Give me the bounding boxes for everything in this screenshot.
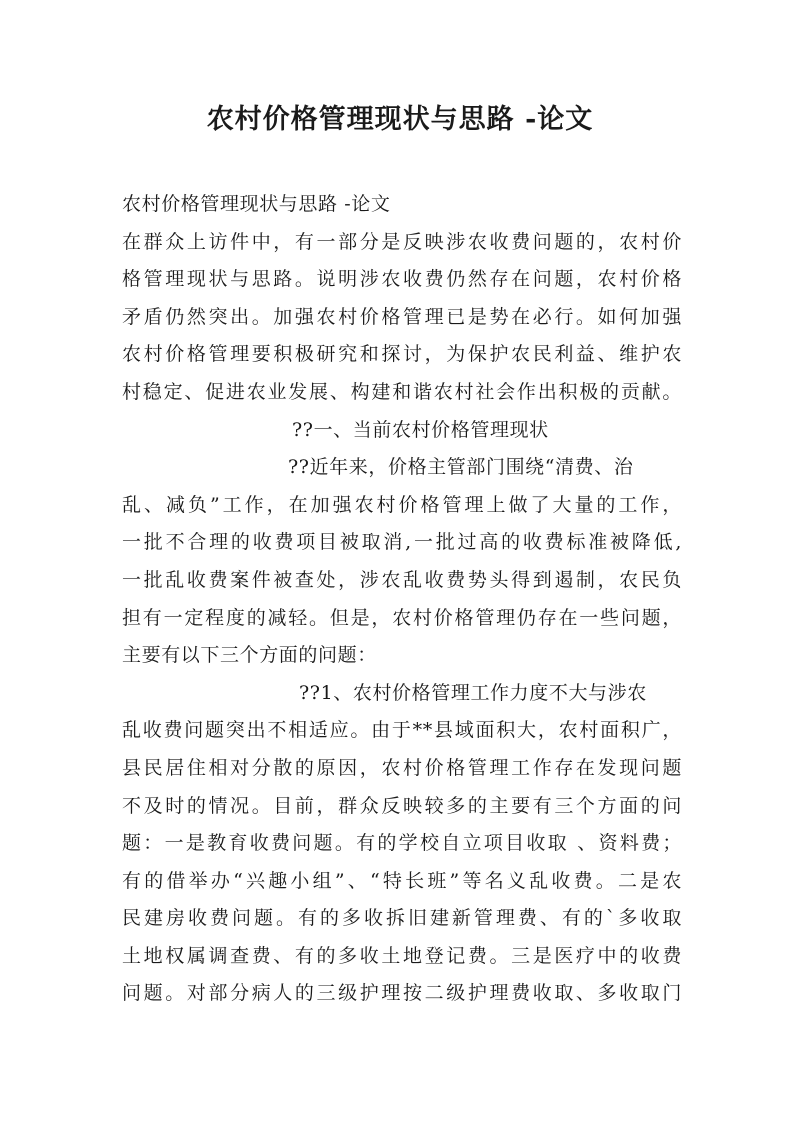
document-title: 农村价格管理现状与思路 -论文 bbox=[206, 104, 594, 135]
text-line: 乱收费问题突出不相适应。由于**县域面积大，农村面积广， bbox=[122, 719, 682, 742]
text-line: 一批不合理的收费项目被取消,一批过高的收费标准被降低, bbox=[122, 531, 682, 554]
text-line: 主要有以下三个方面的问题： bbox=[122, 644, 377, 667]
text-line: 题：一是教育收费问题。有的学校自立项目收取 、资料费； bbox=[122, 832, 682, 855]
text-line: 在群众上访件中，有一部分是反映涉农收费问题的，农村价 bbox=[122, 230, 682, 253]
document-body bbox=[122, 186, 682, 1013]
text-line: 有的借举办“兴趣小组”、“特长班”等名义乱收费。二是农 bbox=[122, 869, 682, 892]
text-line: 农村价格管理现状与思路 -论文 bbox=[122, 193, 391, 215]
text-line: 担有一定程度的减轻。但是，农村价格管理仍存在一些问题， bbox=[122, 606, 682, 629]
subsection-heading: ??1、农村价格管理工作力度不大与涉农 bbox=[299, 681, 647, 704]
text-line: 村稳定、促进农业发展、构建和谐农村社会作出积极的贡献。 bbox=[122, 380, 682, 403]
text-line: ??近年来，价格主管部门围绕“清费、治 bbox=[288, 456, 634, 479]
text-line: 问题。对部分病人的三级护理按二级护理费收取、多收取门 bbox=[122, 982, 682, 1005]
text-line: 矛盾仍然突出。加强农村价格管理已是势在必行。如何加强 bbox=[122, 305, 682, 328]
text-line: 农村价格管理要积极研究和探讨，为保护农民利益、维护农 bbox=[122, 343, 682, 366]
text-line: 一批乱收费案件被查处，涉农乱收费势头得到遏制，农民负 bbox=[122, 568, 682, 591]
text-line: 民建房收费问题。有的多收拆旧建新管理费、有的`多收取 bbox=[122, 907, 682, 930]
text-line: 不及时的情况。目前，群众反映较多的主要有三个方面的问 bbox=[122, 794, 682, 817]
text-line: 县民居住相对分散的原因，农村价格管理工作存在发现问题 bbox=[122, 756, 682, 779]
text-line: 乱、减负”工作，在加强农村价格管理上做了大量的工作， bbox=[122, 493, 682, 516]
text-line: 格管理现状与思路。说明涉农收费仍然存在问题，农村价格 bbox=[122, 268, 682, 291]
section-heading: ??一、当前农村价格管理现状 bbox=[292, 418, 549, 441]
text-line: 土地权属调查费、有的多收土地登记费。三是医疗中的收费 bbox=[122, 944, 682, 967]
